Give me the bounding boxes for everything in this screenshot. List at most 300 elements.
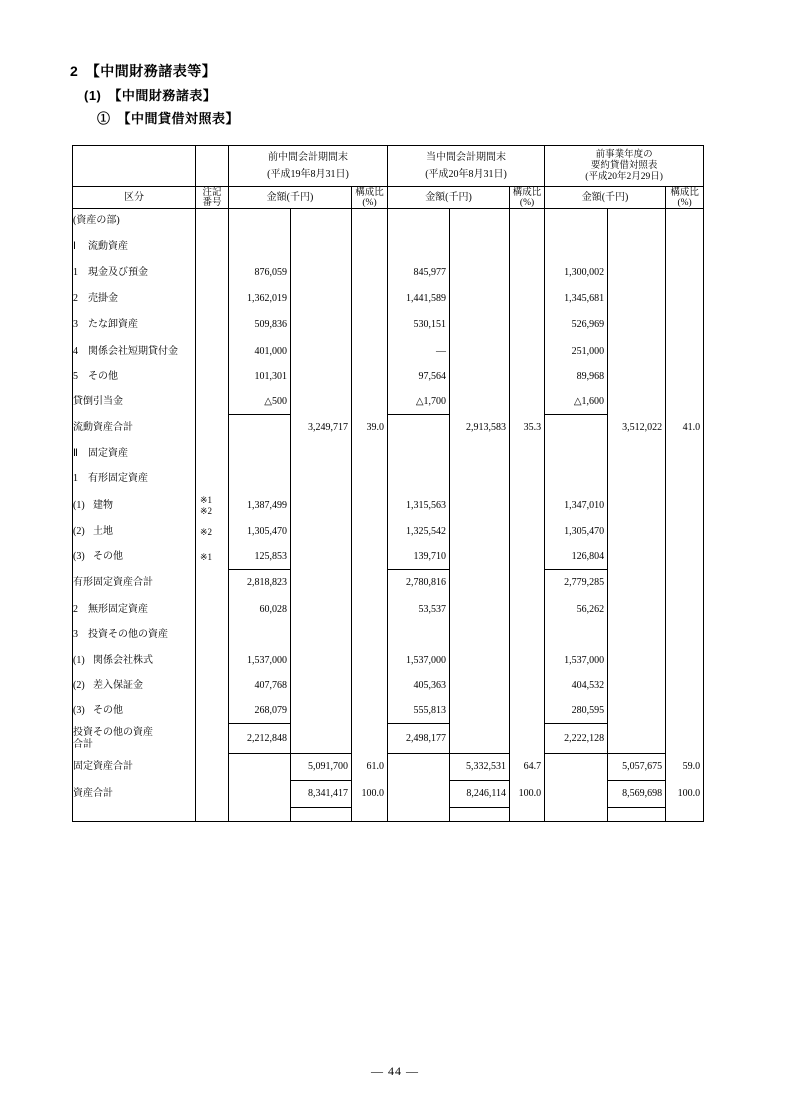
ratio-cell xyxy=(666,724,704,754)
amount-detail-cell: 125,853 xyxy=(229,545,291,570)
amount-detail-cell: 60,028 xyxy=(229,597,291,623)
amount-total-cell xyxy=(291,648,352,674)
amount-detail-cell: 526,969 xyxy=(545,312,608,339)
note-number-cell xyxy=(196,234,229,260)
ratio-cell xyxy=(352,648,388,674)
period-header-row xyxy=(73,146,704,187)
amount-detail-cell: 845,977 xyxy=(388,260,450,287)
ratio-cell xyxy=(510,467,545,492)
amount-detail-cell xyxy=(388,754,450,781)
ratio-cell xyxy=(352,365,388,390)
amount-detail-cell: 268,079 xyxy=(229,699,291,724)
amount-total-cell xyxy=(450,648,510,674)
amount-total-cell xyxy=(608,597,666,623)
table-row xyxy=(73,339,704,365)
amount-total-cell xyxy=(291,442,352,467)
amount-detail-cell xyxy=(545,415,608,442)
ratio-header-period-3: 構成比 (%) xyxy=(666,187,704,209)
amount-detail-cell: 2,222,128 xyxy=(545,724,608,754)
amount-total-cell xyxy=(608,520,666,545)
amount-total-cell xyxy=(291,623,352,648)
ratio-cell: 35.3 xyxy=(510,415,545,442)
column-header-row xyxy=(73,187,704,209)
table-row xyxy=(73,442,704,467)
table-row xyxy=(73,623,704,648)
amount-total-cell xyxy=(291,699,352,724)
ratio-cell xyxy=(666,442,704,467)
amount-detail-cell xyxy=(229,415,291,442)
amount-detail-cell xyxy=(388,209,450,234)
row-label: 4 関係会社短期貸付金 xyxy=(73,339,196,365)
ratio-cell xyxy=(352,467,388,492)
note-number-cell: ※1 xyxy=(196,545,229,570)
ratio-header-period-1: 構成比 (%) xyxy=(352,187,388,209)
row-label: 固定資産合計 xyxy=(73,754,196,781)
row-label: 投資その他の資産 合計 xyxy=(73,724,196,754)
amount-total-cell xyxy=(608,570,666,597)
amount-total-cell: 5,057,675 xyxy=(608,754,666,781)
ratio-cell xyxy=(352,339,388,365)
amount-detail-cell: 139,710 xyxy=(388,545,450,570)
table-row xyxy=(73,648,704,674)
amount-detail-cell: 101,301 xyxy=(229,365,291,390)
amount-detail-cell xyxy=(388,442,450,467)
ratio-cell: 64.7 xyxy=(510,754,545,781)
amount-total-cell xyxy=(608,699,666,724)
amount-total-cell xyxy=(450,209,510,234)
ratio-cell xyxy=(666,467,704,492)
amount-total-cell xyxy=(291,545,352,570)
amount-detail-cell: 2,779,285 xyxy=(545,570,608,597)
note-number-cell: ※2 xyxy=(196,520,229,545)
ratio-cell xyxy=(352,492,388,520)
amount-total-cell xyxy=(450,808,510,822)
amount-detail-cell xyxy=(229,467,291,492)
ratio-cell xyxy=(510,699,545,724)
row-label: (1) 建物 xyxy=(73,492,196,520)
ratio-cell: 61.0 xyxy=(352,754,388,781)
amount-total-cell: 2,913,583 xyxy=(450,415,510,442)
table-row xyxy=(73,312,704,339)
amount-detail-cell xyxy=(545,808,608,822)
heading-interim-financial-statements-etc: 2 【中間財務諸表等】 xyxy=(70,63,217,79)
amount-total-cell xyxy=(608,674,666,699)
note-number-cell xyxy=(196,312,229,339)
ratio-cell xyxy=(666,390,704,415)
amount-detail-cell xyxy=(229,754,291,781)
amount-detail-cell: 404,532 xyxy=(545,674,608,699)
note-number-cell xyxy=(196,781,229,808)
amount-detail-cell xyxy=(388,781,450,808)
amount-total-cell xyxy=(291,209,352,234)
amount-total-cell xyxy=(608,209,666,234)
ratio-cell xyxy=(666,648,704,674)
ratio-cell xyxy=(510,209,545,234)
ratio-cell xyxy=(352,442,388,467)
amount-total-cell: 3,249,717 xyxy=(291,415,352,442)
amount-detail-cell: △1,600 xyxy=(545,390,608,415)
amount-detail-cell xyxy=(545,442,608,467)
table-row xyxy=(73,674,704,699)
amount-total-cell xyxy=(291,234,352,260)
amount-detail-cell xyxy=(388,234,450,260)
amount-total-cell xyxy=(450,442,510,467)
period-3-title-line1: 前事業年度の xyxy=(595,149,653,160)
row-label: 3 投資その他の資産 xyxy=(73,623,196,648)
note-number-cell xyxy=(196,467,229,492)
note-number-cell xyxy=(196,808,229,822)
amount-total-cell xyxy=(291,520,352,545)
amount-total-cell xyxy=(450,545,510,570)
ratio-cell: 100.0 xyxy=(352,781,388,808)
ratio-cell xyxy=(510,545,545,570)
note-number-cell xyxy=(196,287,229,312)
amount-detail-cell: 1,537,000 xyxy=(545,648,608,674)
amount-detail-cell xyxy=(545,209,608,234)
amount-detail-cell xyxy=(545,781,608,808)
row-label: 1 現金及び預金 xyxy=(73,260,196,287)
amount-detail-cell: 407,768 xyxy=(229,674,291,699)
amount-detail-cell xyxy=(388,467,450,492)
amount-total-cell xyxy=(291,390,352,415)
amount-total-cell xyxy=(608,467,666,492)
amount-detail-cell xyxy=(545,234,608,260)
amount-total-cell xyxy=(450,520,510,545)
amount-total-cell xyxy=(450,390,510,415)
amount-detail-cell: 1,362,019 xyxy=(229,287,291,312)
amount-total-cell: 5,332,531 xyxy=(450,754,510,781)
kubun-column-header: 区分 xyxy=(73,187,196,209)
table-row xyxy=(73,287,704,312)
table-row xyxy=(73,234,704,260)
amount-detail-cell: 89,968 xyxy=(545,365,608,390)
amount-total-cell xyxy=(291,312,352,339)
amount-detail-cell: 2,212,848 xyxy=(229,724,291,754)
amount-detail-cell: 53,537 xyxy=(388,597,450,623)
note-number-cell xyxy=(196,415,229,442)
table-row xyxy=(73,365,704,390)
amount-detail-cell xyxy=(388,808,450,822)
table-row xyxy=(73,209,704,234)
row-label xyxy=(73,808,196,822)
amount-detail-cell xyxy=(545,467,608,492)
ratio-cell xyxy=(352,597,388,623)
ratio-cell xyxy=(352,570,388,597)
note-number-cell: ※1 ※2 xyxy=(196,492,229,520)
ratio-cell xyxy=(352,209,388,234)
amount-total-cell xyxy=(608,260,666,287)
table-header xyxy=(73,146,704,209)
row-label: 2 無形固定資産 xyxy=(73,597,196,623)
table-row xyxy=(73,520,704,545)
ratio-cell xyxy=(510,365,545,390)
note-number-cell xyxy=(196,648,229,674)
amount-total-cell xyxy=(608,808,666,822)
amount-detail-cell: 2,498,177 xyxy=(388,724,450,754)
ratio-cell xyxy=(666,808,704,822)
amount-detail-cell: 280,595 xyxy=(545,699,608,724)
amount-detail-cell xyxy=(229,623,291,648)
ratio-cell: 100.0 xyxy=(510,781,545,808)
amount-detail-cell xyxy=(388,415,450,442)
amount-detail-cell: 2,780,816 xyxy=(388,570,450,597)
amount-total-cell xyxy=(450,699,510,724)
ratio-cell xyxy=(510,623,545,648)
amount-detail-cell: 1,305,470 xyxy=(545,520,608,545)
amount-detail-cell: 2,818,823 xyxy=(229,570,291,597)
ratio-cell xyxy=(510,724,545,754)
ratio-cell xyxy=(666,597,704,623)
row-label: 5 その他 xyxy=(73,365,196,390)
note-number-cell xyxy=(196,570,229,597)
ratio-cell xyxy=(666,209,704,234)
note-number-cell xyxy=(196,699,229,724)
table-row xyxy=(73,781,704,808)
amount-total-cell xyxy=(450,365,510,390)
amount-detail-cell: 1,345,681 xyxy=(545,287,608,312)
ratio-cell xyxy=(666,674,704,699)
amount-header-period-2: 金額(千円) xyxy=(388,187,510,209)
note-number-cell xyxy=(196,260,229,287)
ratio-cell xyxy=(666,260,704,287)
row-label: 資産合計 xyxy=(73,781,196,808)
note-blank-cell xyxy=(196,146,229,187)
table-body xyxy=(73,209,704,822)
amount-total-cell xyxy=(291,674,352,699)
amount-detail-cell xyxy=(229,209,291,234)
table-row xyxy=(73,260,704,287)
ratio-cell xyxy=(352,724,388,754)
amount-total-cell xyxy=(608,724,666,754)
heading-interim-financial-statements: (1) 【中間財務諸表】 xyxy=(84,88,217,103)
ratio-cell xyxy=(510,260,545,287)
amount-total-cell xyxy=(291,808,352,822)
amount-detail-cell xyxy=(229,781,291,808)
amount-total-cell xyxy=(450,597,510,623)
row-label: 1 有形固定資産 xyxy=(73,467,196,492)
amount-total-cell: 8,569,698 xyxy=(608,781,666,808)
ratio-cell xyxy=(352,260,388,287)
amount-detail-cell xyxy=(229,808,291,822)
table-row xyxy=(73,754,704,781)
amount-detail-cell: 401,000 xyxy=(229,339,291,365)
amount-total-cell xyxy=(450,312,510,339)
ratio-header-period-2: 構成比 (%) xyxy=(510,187,545,209)
amount-total-cell xyxy=(291,492,352,520)
period-1-date: (平成19年8月31日) xyxy=(267,169,349,180)
amount-detail-cell: 97,564 xyxy=(388,365,450,390)
amount-total-cell xyxy=(608,623,666,648)
amount-total-cell xyxy=(450,570,510,597)
amount-total-cell xyxy=(450,674,510,699)
amount-detail-cell xyxy=(229,234,291,260)
period-2-header xyxy=(388,146,545,187)
table-row xyxy=(73,415,704,442)
amount-total-cell: 8,341,417 xyxy=(291,781,352,808)
amount-detail-cell: 1,300,002 xyxy=(545,260,608,287)
ratio-cell xyxy=(510,648,545,674)
ratio-cell xyxy=(352,312,388,339)
amount-detail-cell: 251,000 xyxy=(545,339,608,365)
note-number-cell xyxy=(196,209,229,234)
amount-total-cell xyxy=(450,339,510,365)
ratio-cell xyxy=(666,623,704,648)
amount-detail-cell: 1,537,000 xyxy=(229,648,291,674)
period-2-date: (平成20年8月31日) xyxy=(425,169,507,180)
amount-detail-cell xyxy=(545,754,608,781)
note-number-cell xyxy=(196,597,229,623)
balance-sheet-table xyxy=(72,145,704,822)
period-1-title: 前中間会計期間末 xyxy=(268,152,349,163)
row-label: (2) 差入保証金 xyxy=(73,674,196,699)
amount-detail-cell: 1,347,010 xyxy=(545,492,608,520)
note-number-cell xyxy=(196,339,229,365)
amount-total-cell xyxy=(291,570,352,597)
table-row xyxy=(73,597,704,623)
period-2-title: 当中間会計期間末 xyxy=(426,152,507,163)
amount-total-cell xyxy=(608,648,666,674)
note-number-cell xyxy=(196,365,229,390)
amount-total-cell: 5,091,700 xyxy=(291,754,352,781)
ratio-cell xyxy=(510,808,545,822)
ratio-cell: 59.0 xyxy=(666,754,704,781)
ratio-cell xyxy=(666,234,704,260)
amount-detail-cell: 1,305,470 xyxy=(229,520,291,545)
amount-total-cell xyxy=(450,234,510,260)
ratio-cell xyxy=(666,339,704,365)
note-column-header: 注記 番号 xyxy=(196,187,229,209)
row-label: 流動資産合計 xyxy=(73,415,196,442)
ratio-cell xyxy=(510,312,545,339)
ratio-cell xyxy=(352,520,388,545)
ratio-cell xyxy=(510,570,545,597)
ratio-cell xyxy=(666,492,704,520)
period-1-header xyxy=(229,146,388,187)
amount-detail-cell: 555,813 xyxy=(388,699,450,724)
period-3-title-line2: 要約貸借対照表 xyxy=(590,160,658,171)
amount-total-cell: 3,512,022 xyxy=(608,415,666,442)
amount-total-cell xyxy=(608,545,666,570)
amount-detail-cell: △1,700 xyxy=(388,390,450,415)
row-label: 2 売掛金 xyxy=(73,287,196,312)
ratio-cell: 39.0 xyxy=(352,415,388,442)
ratio-cell xyxy=(666,570,704,597)
note-number-cell xyxy=(196,623,229,648)
period-3-date: (平成20年2月29日) xyxy=(585,171,663,182)
row-label: 有形固定資産合計 xyxy=(73,570,196,597)
ratio-cell: 41.0 xyxy=(666,415,704,442)
amount-detail-cell: 1,325,542 xyxy=(388,520,450,545)
ratio-cell xyxy=(352,699,388,724)
ratio-cell xyxy=(352,234,388,260)
ratio-cell xyxy=(352,287,388,312)
amount-detail-cell: 876,059 xyxy=(229,260,291,287)
ratio-cell xyxy=(666,365,704,390)
ratio-cell xyxy=(510,520,545,545)
row-label: (3) その他 xyxy=(73,699,196,724)
ratio-cell: 100.0 xyxy=(666,781,704,808)
table-row xyxy=(73,570,704,597)
amount-total-cell xyxy=(608,287,666,312)
table-row xyxy=(73,699,704,724)
row-label: (1) 関係会社株式 xyxy=(73,648,196,674)
note-number-cell xyxy=(196,390,229,415)
amount-total-cell xyxy=(450,287,510,312)
table-row xyxy=(73,390,704,415)
table-row xyxy=(73,724,704,754)
amount-detail-cell: ― xyxy=(388,339,450,365)
amount-total-cell: 8,246,114 xyxy=(450,781,510,808)
ratio-cell xyxy=(510,390,545,415)
amount-detail-cell: △500 xyxy=(229,390,291,415)
amount-detail-cell: 1,441,589 xyxy=(388,287,450,312)
amount-total-cell xyxy=(291,467,352,492)
amount-total-cell xyxy=(608,390,666,415)
ratio-cell xyxy=(352,390,388,415)
page-number: ― 44 ― xyxy=(371,1064,419,1078)
amount-total-cell xyxy=(291,287,352,312)
ratio-cell xyxy=(666,287,704,312)
amount-total-cell xyxy=(608,492,666,520)
ratio-cell xyxy=(510,442,545,467)
amount-detail-cell xyxy=(388,623,450,648)
amount-detail-cell xyxy=(545,623,608,648)
ratio-cell xyxy=(510,492,545,520)
amount-total-cell xyxy=(291,597,352,623)
amount-total-cell xyxy=(291,339,352,365)
ratio-cell xyxy=(510,234,545,260)
amount-total-cell xyxy=(450,467,510,492)
note-number-cell xyxy=(196,674,229,699)
amount-total-cell xyxy=(608,365,666,390)
amount-total-cell xyxy=(608,312,666,339)
amount-detail-cell: 56,262 xyxy=(545,597,608,623)
ratio-cell xyxy=(352,545,388,570)
amount-detail-cell: 1,387,499 xyxy=(229,492,291,520)
row-label: 貸倒引当金 xyxy=(73,390,196,415)
ratio-cell xyxy=(510,287,545,312)
amount-total-cell xyxy=(291,724,352,754)
ratio-cell xyxy=(666,312,704,339)
ratio-cell xyxy=(510,674,545,699)
table-row xyxy=(73,467,704,492)
note-number-cell xyxy=(196,754,229,781)
amount-total-cell xyxy=(608,339,666,365)
table-bottom-spacer-row xyxy=(73,808,704,822)
amount-detail-cell: 405,363 xyxy=(388,674,450,699)
period-3-header xyxy=(545,146,704,187)
table-row xyxy=(73,545,704,570)
heading-interim-balance-sheet: ① 【中間貸借対照表】 xyxy=(97,111,240,126)
amount-detail-cell: 126,804 xyxy=(545,545,608,570)
amount-header-period-1: 金額(千円) xyxy=(229,187,352,209)
ratio-cell xyxy=(352,674,388,699)
note-number-cell xyxy=(196,724,229,754)
amount-total-cell xyxy=(608,442,666,467)
amount-total-cell xyxy=(450,492,510,520)
amount-detail-cell: 1,537,000 xyxy=(388,648,450,674)
ratio-cell xyxy=(666,699,704,724)
ratio-cell xyxy=(352,623,388,648)
row-label: (2) 土地 xyxy=(73,520,196,545)
amount-header-period-3: 金額(千円) xyxy=(545,187,666,209)
row-label: Ⅱ 固定資産 xyxy=(73,442,196,467)
amount-detail-cell xyxy=(229,442,291,467)
amount-total-cell xyxy=(450,260,510,287)
ratio-cell xyxy=(352,808,388,822)
table-row xyxy=(73,492,704,520)
amount-total-cell xyxy=(291,260,352,287)
